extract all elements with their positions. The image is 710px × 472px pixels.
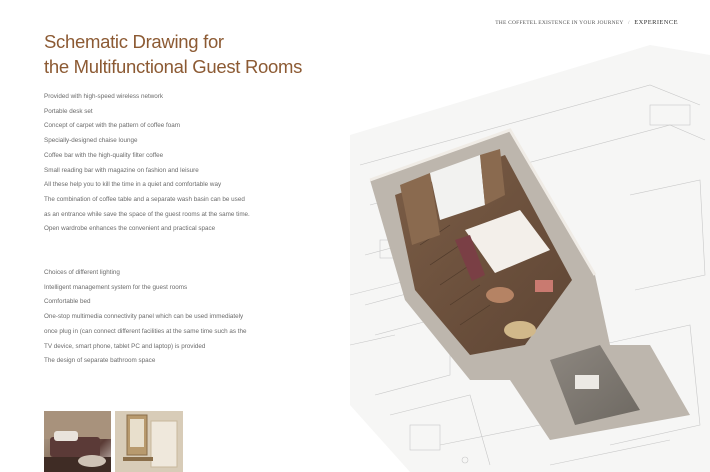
- feature-list-2: [44, 266, 247, 369]
- feature-list-1: [44, 90, 250, 237]
- feature-item: One-stop multimedia connectivity panel which can be used immediately: [44, 313, 244, 321]
- page-title: [44, 29, 302, 79]
- wardrobe-photo: [115, 411, 183, 472]
- bedroom-photo: [44, 411, 111, 472]
- feature-item: Concept of carpet with the pattern of coffee foam: [44, 122, 181, 130]
- title-line-2: the Multifunctional Guest Rooms: [44, 56, 303, 77]
- feature-item: Small reading bar with magazine on fashion and leisure: [44, 166, 199, 174]
- header-tagline: THE COFFETEL EXISTENCE IN YOUR JOURNEY: [495, 20, 624, 26]
- feature-item: once plug in (can connect different facilities at the same time such as the: [44, 327, 247, 335]
- feature-item: The design of separate bathroom space: [44, 357, 156, 365]
- feature-item: Portable desk set: [44, 107, 93, 115]
- feature-item: as an entrance while save the space of the guest rooms at the same time.: [44, 210, 250, 218]
- feature-item: Coffee bar with the high-quality filter coffee: [44, 151, 164, 159]
- header-section: EXPERIENCE: [634, 19, 678, 26]
- page-header: [495, 19, 678, 26]
- feature-item: Choices of different lighting: [44, 269, 120, 276]
- feature-item: The combination of coffee table and a separate wash basin can be used: [44, 195, 245, 203]
- header-separator: /: [627, 20, 630, 26]
- feature-item: Comfortable bed: [44, 298, 91, 306]
- feature-item: TV device, smart phone, tablet PC and laptop) is provided: [44, 342, 206, 350]
- title-line-1: Schematic Drawing for: [44, 31, 224, 52]
- feature-item: Provided with high-speed wireless network: [44, 93, 163, 100]
- feature-item: Specially-designed chaise lounge: [44, 137, 138, 145]
- feature-item: Open wardrobe enhances the convenient and practical space: [44, 225, 216, 233]
- feature-item: Intelligent management system for the guest rooms: [44, 283, 188, 291]
- guest-room-3d-floorplan: [350, 45, 710, 472]
- feature-item: All these help you to kill the time in a quiet and comfortable way: [44, 181, 222, 189]
